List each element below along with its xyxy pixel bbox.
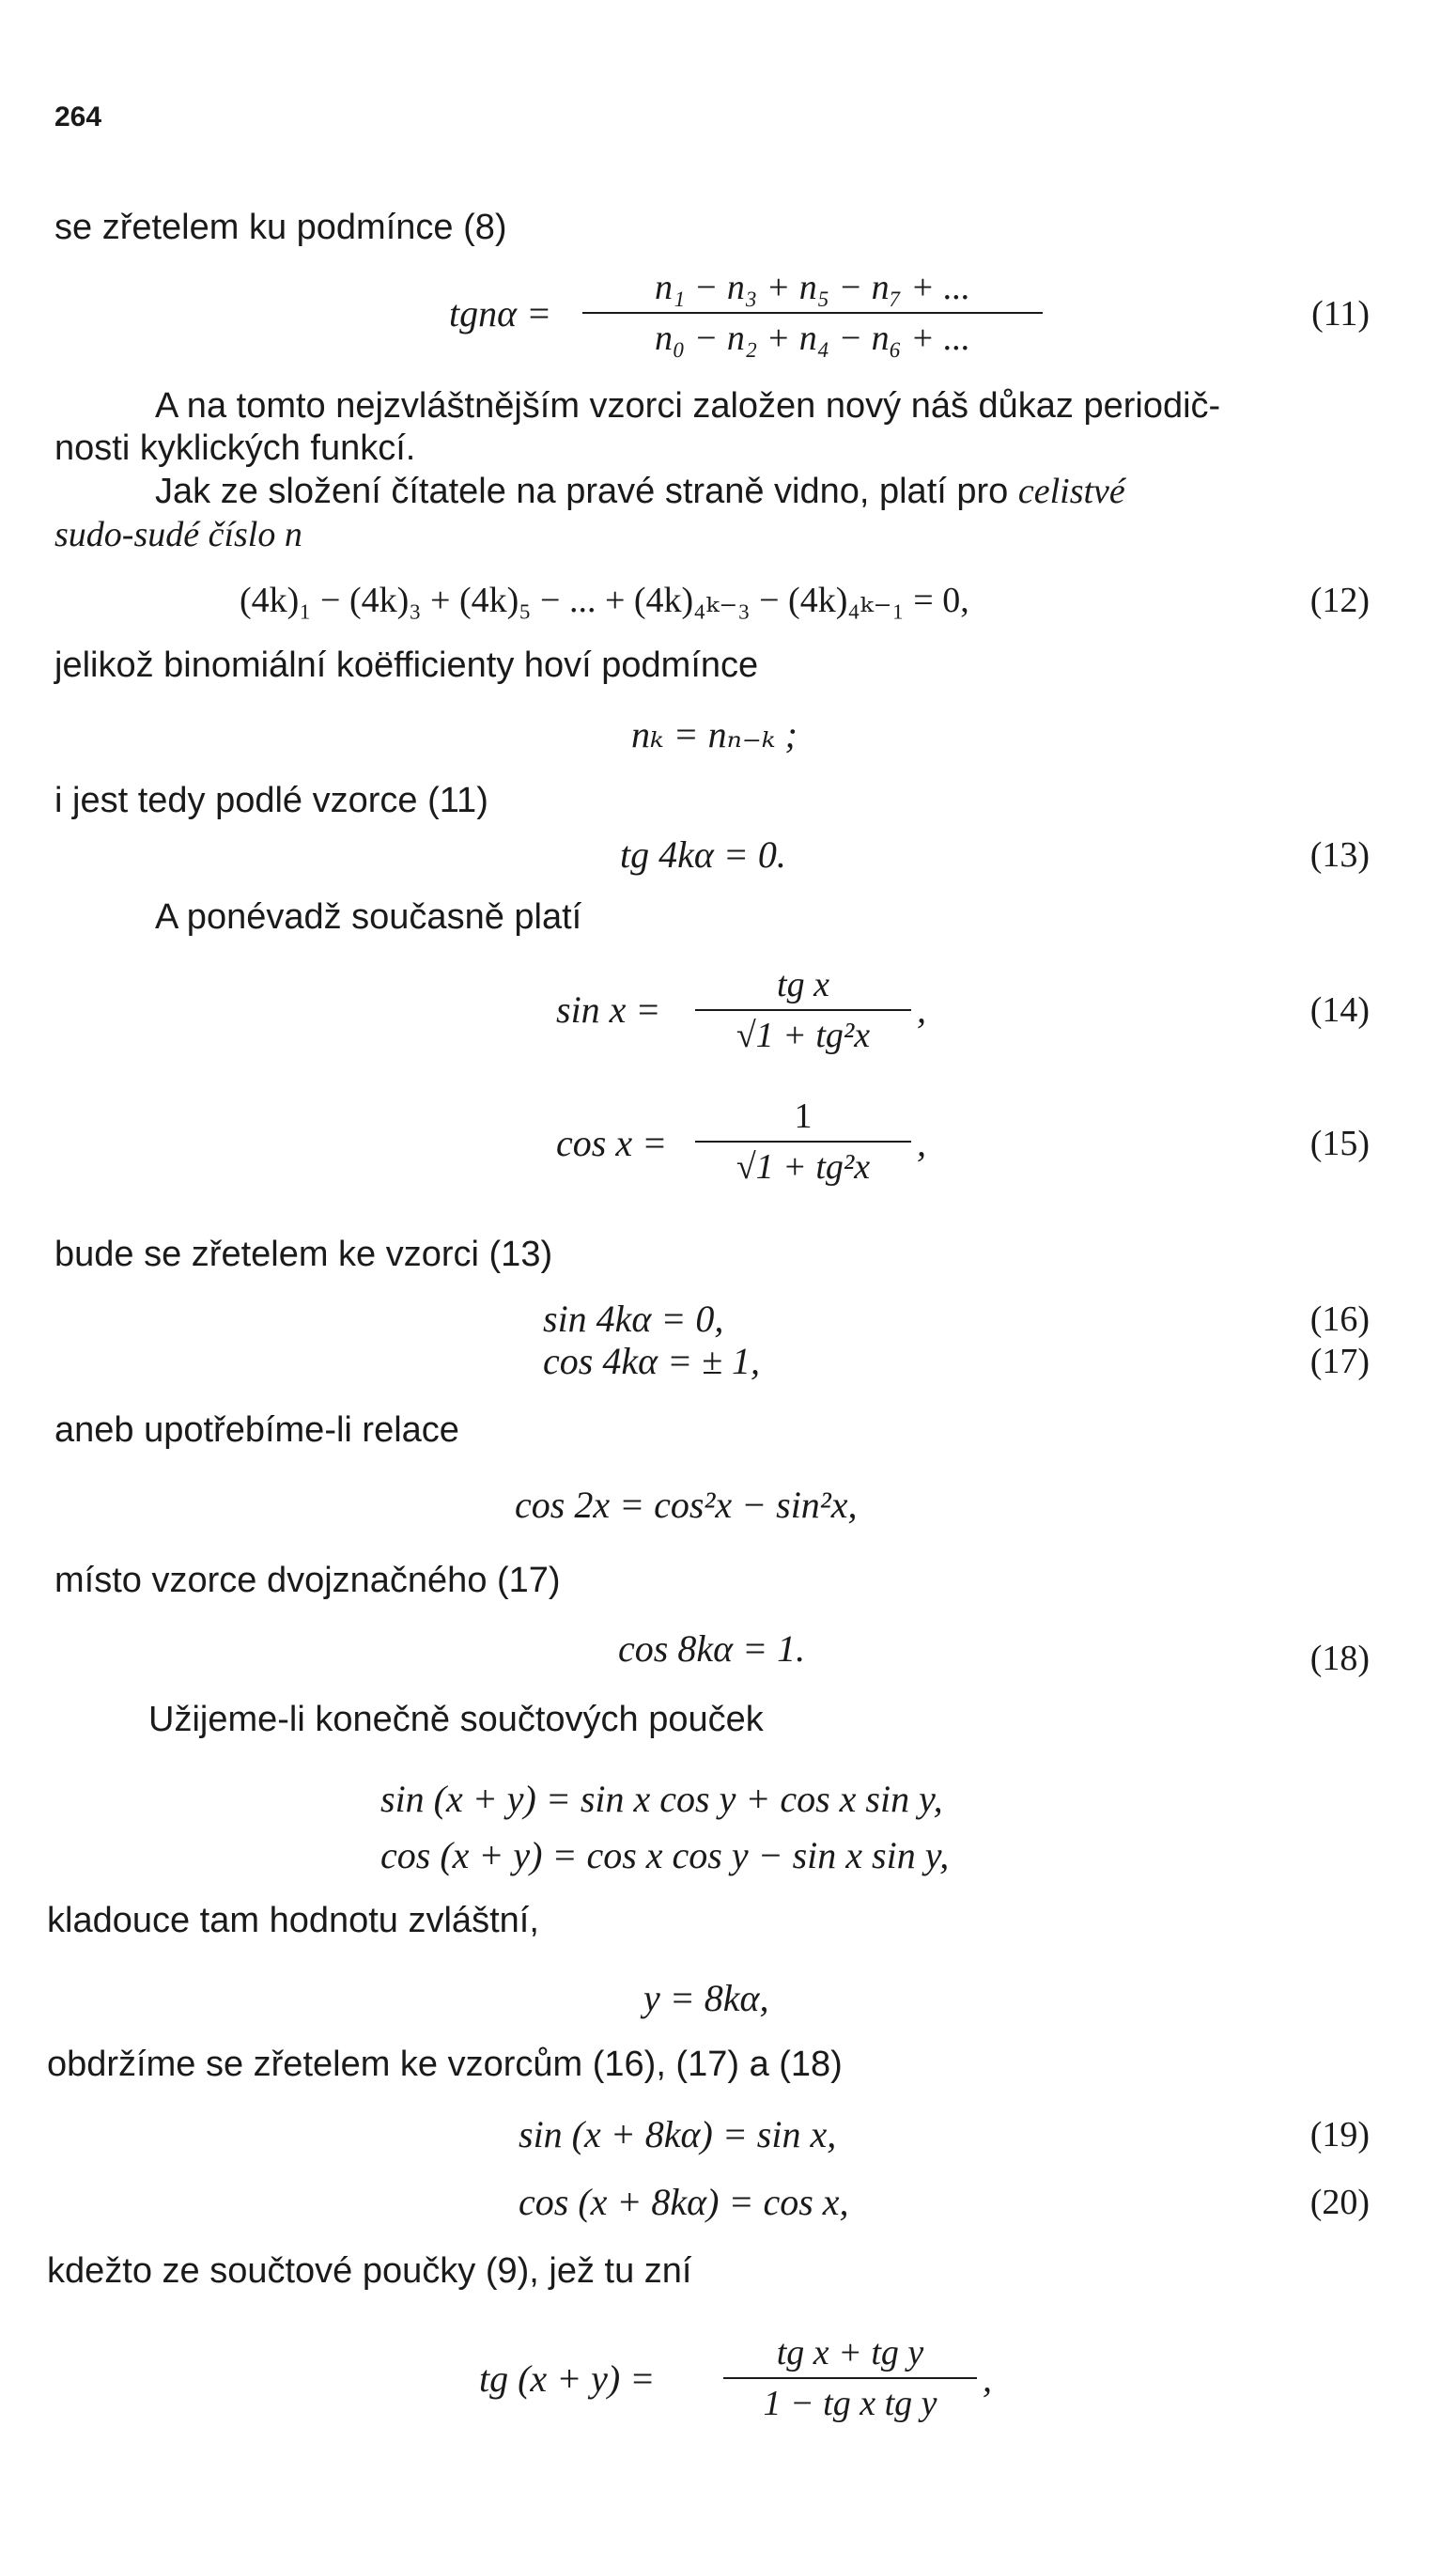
equation-tg-denominator: 1 − tg x tg y	[763, 2384, 937, 2423]
equation-14-numerator: tg x	[777, 965, 829, 1004]
text-line: aneb upotřebíme-li relace	[54, 1410, 459, 1450]
equation-number-19: (19)	[1309, 2115, 1370, 2154]
fraction-bar	[695, 1009, 911, 1011]
fraction-bar	[723, 2377, 977, 2379]
equation-number-14: (14)	[1309, 990, 1370, 1030]
text-line: A ponévadž současně platí	[155, 897, 582, 937]
page-number: 264	[54, 101, 102, 132]
equation-11-denominator: n₀ − n₂ + n₄ − n₆ + ...	[655, 319, 970, 358]
equation-number-20: (20)	[1309, 2183, 1370, 2222]
text-line: kladouce tam hodnotu zvláštní,	[47, 1901, 539, 1940]
equation-16: sin 4kα = 0,	[543, 1298, 724, 1340]
text-fragment: Jak ze složení čítatele na pravé straně vidno, platí pro	[155, 472, 1009, 511]
equation-14-fraction	[695, 964, 911, 1056]
equation-relation: cos 2x = cos²x − sin²x,	[515, 1484, 858, 1526]
equation-number-17: (17)	[1309, 1342, 1370, 1381]
comma: ,	[983, 2357, 992, 2400]
equation-11-lhs: tgnα =	[449, 292, 552, 334]
equation-11-numerator: n₁ − n₃ + n₅ − n₇ + ...	[655, 268, 970, 307]
equation-13: tg 4kα = 0.	[620, 833, 786, 876]
equation-tg-fraction	[723, 2332, 977, 2424]
equation-15-numerator: 1	[794, 1097, 813, 1136]
equation-15-fraction	[695, 1096, 911, 1188]
text-line: jelikož binomiální koëfficienty hoví podmínce	[54, 646, 759, 685]
fraction-bar	[695, 1141, 911, 1143]
comma: ,	[917, 988, 926, 1031]
equation-17: cos 4kα = ± 1,	[543, 1340, 761, 1382]
equation-12: (4k)₁ − (4k)₃ + (4k)₅ − ... + (4k)₄ₖ₋₃ − (4k)₄ₖ₋₁ = 0,	[240, 581, 969, 620]
equation-20: cos (x + 8kα) = cos x,	[519, 2181, 849, 2223]
equation-number-18: (18)	[1309, 1639, 1370, 1678]
text-line: bude se zřetelem ke vzorci (13)	[54, 1235, 553, 1274]
equation-number-16: (16)	[1309, 1299, 1370, 1339]
equation-11-fraction	[582, 267, 1043, 359]
equation-number-13: (13)	[1309, 835, 1370, 875]
text-line: se zřetelem ku podmínce (8)	[54, 208, 507, 247]
text-line: i jest tedy podlé vzorce (11)	[54, 781, 488, 820]
equation-18: cos 8kα = 1.	[618, 1627, 806, 1670]
text-line: místo vzorce dvojznačného (17)	[54, 1561, 561, 1600]
text-line-italic: sudo-sudé číslo n	[54, 515, 302, 554]
text-fragment-italic: celistvé	[1017, 472, 1125, 511]
fraction-bar	[582, 312, 1043, 314]
text-line	[155, 471, 1125, 512]
equation-number-11: (11)	[1311, 294, 1370, 334]
equation-number-15: (15)	[1309, 1124, 1370, 1163]
text-line: A na tomto nejzvláštnějším vzorci založen nový náš důkaz periodič-	[155, 386, 1221, 426]
text-line: nosti kyklických funkcí.	[54, 428, 416, 468]
equation-nk: nₖ = nₙ₋ₖ ;	[631, 713, 798, 755]
comma: ,	[917, 1122, 926, 1164]
equation-sum-cos: cos (x + y) = cos x cos y − sin x sin y,	[380, 1834, 950, 1876]
equation-15-denominator: √1 + tg²x	[736, 1147, 871, 1187]
equation-15-lhs: cos x =	[556, 1122, 668, 1164]
equation-tg-numerator: tg x + tg y	[776, 2333, 924, 2372]
equation-14-denominator: √1 + tg²x	[736, 1016, 871, 1055]
text-line: kdežto ze součtové poučky (9), jež tu zní	[47, 2251, 692, 2291]
equation-19: sin (x + 8kα) = sin x,	[519, 2113, 837, 2155]
equation-tg-lhs: tg (x + y) =	[479, 2357, 656, 2400]
equation-number-12: (12)	[1309, 581, 1370, 620]
equation-14-lhs: sin x =	[556, 988, 661, 1031]
equation-sum-sin: sin (x + y) = sin x cos y + cos x sin y,	[380, 1778, 943, 1820]
text-line: Užijeme-li konečně součtových pouček	[148, 1700, 764, 1739]
text-line: obdržíme se zřetelem ke vzorcům (16), (17) a (18)	[47, 2045, 843, 2084]
equation-y: y = 8kα,	[643, 1977, 769, 2019]
